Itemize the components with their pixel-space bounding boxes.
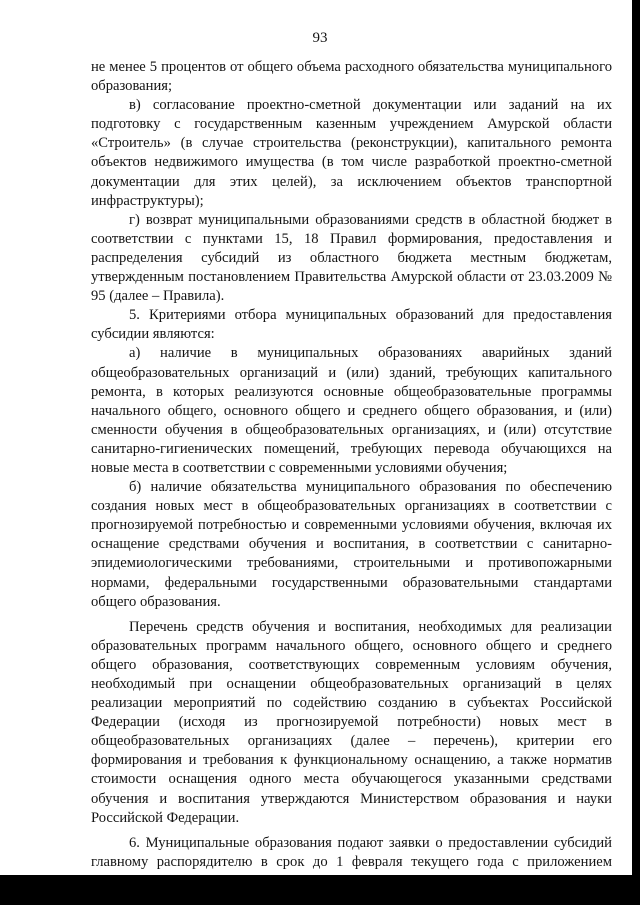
paragraph-section-5: 5. Критериями отбора муниципальных образований для предоставления субсидии являются:: [91, 307, 612, 343]
page-number: 93: [312, 30, 328, 46]
scan-edge-bottom: [0, 875, 640, 905]
paragraph-item-g: г) возврат муниципальными образованиями средств в областной бюджет в соответствии с пунктами 15, 18 Правил формирования, предоставления и распределения субсидий из областного бюджета местным бюджетам, утвержденным постановлением Правительства Амурской области от 23.03.2009 № 95 (далее – Правила).: [91, 211, 612, 305]
paragraph-item-a: а) наличие в муниципальных образованиях аварийных зданий общеобразовательных организаций и (или) зданий, требующих капитального ремонта, в которых реализуются основные общеобразовательные программы начального общего, основного общего и среднего общего образования, и (или) сменности обучения в общеобразовательных организациях, и (или) отсутствие санитарно-гигиенических помещений, требующих перевода обучающихся на новые места в соответствии с современными условиями обучения;: [91, 345, 612, 476]
paragraph-item-v: в) согласование проектно-сметной документации или заданий на их подготовку с государственным казенным учреждением Амурской области «Строитель» (в случае строительства (реконструкции), капитального ремонта объектов недвижимого имущества (в том числе разработкой проектно-сметной документации для этих целей), за исключением объектов транспортной инфраструктуры);: [91, 97, 612, 209]
paragraph-section-6: 6. Муниципальные образования подают заявки о предоставлении субсидий главному распорядителю в срок до 1 февраля текущего года с приложением: [91, 834, 612, 870]
scan-edge-right: [632, 0, 640, 905]
paragraph-continuation: не менее 5 процентов от общего объема расходного обязательства муниципального образования;: [91, 59, 612, 95]
paragraph-equipment-list: Перечень средств обучения и воспитания, необходимых для реализации образовательных программ начального общего, основного общего и среднего общего образования, соответствующих современным условиям обучения, необходимый при оснащении общеобразовательных организаций в целях реализации мероприятий по содействию созданию в субъектах Российской Федерации (исходя из прогнозируемой потребности) новых мест в общеобразовательных организациях (далее – перечень), критерии его формирования и требования к функциональному оснащению, а также норматив стоимости оснащения одного места обучающегося указанными средствами обучения и воспитания утверждаются Министерством образования и науки Российской Федерации.: [91, 618, 612, 826]
paragraph-item-b: б) наличие обязательства муниципального образования по обеспечению создания новых мест в общеобразовательных организациях в соответствии с прогнозируемой потребностью и современными условиями обучения, включая их оснащение средствами обучения и воспитания, в соответствии с санитарно-эпидемиологическими требованиями, строительными и противопожарными нормами, федеральными государственными образовательными стандартами общего образования.: [91, 479, 612, 610]
document-body: [91, 58, 612, 891]
